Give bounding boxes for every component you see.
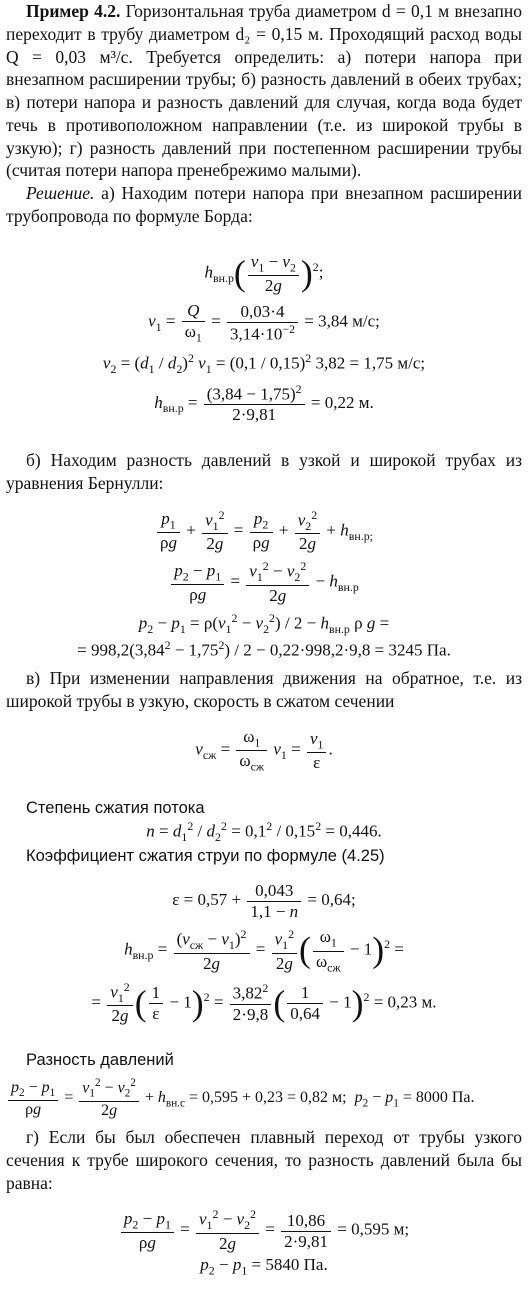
solution-part-d: г) Если бы был обеспечен плавный переход от трубы узкого сечения к трубе широкого сечения, то разность давлений была бы равна: — [6, 1127, 522, 1193]
contraction-label: Степень сжатия потока — [26, 799, 205, 817]
formula-h2-numeric: = $\frac{v_1^2}{2g}$ ( $\frac{1}{\varepsilon}$ − 1)$^2$ = $\frac{3,82^2}{2\cdot 9,8}$ ( $\frac{1}{0,64}$ − 1)$^2$ = 0,23 м. — [91, 979, 437, 1026]
v2-value: 1,75 м/с; — [363, 353, 426, 373]
formula-n: $n = d_1^2 / d_2^2 = 0,1^2 / 0,15^2 = 0,446$. — [146, 819, 382, 845]
formula-h2: $h_{вн.р}$ = $\frac{(v_{сж} - v_1)^2}{2g}$ = $\frac{v_1^2}{2g}$ ( $\frac{\omega_1}{\omega_{сж}}$ − 1)$^2$ = — [124, 927, 404, 974]
dp-result: 3245 Па. — [388, 640, 451, 660]
dp3-head: 0,595 м; — [351, 1219, 410, 1239]
problem-text: Горизонтальная труба диаметром d = 0,1 м внезапно переходит в трубу диаметром d₂ = 0,15 м. Проходящий расход воды Q = 0,03 м³/с. Требуется определить: а) потери напора при внезапном расширении трубы; б) разность давлений в обеих трубах; в) потери напора и разность давлений для случая, когда вода будет течь в противоположном направлении (т.е. из широкой трубы в узкую); г) разность давлений при постепенном расширении трубы (считая потери напора пренебрежимо малыми). — [6, 1, 522, 181]
formula-bernoulli: $\frac{p_1}{\rho g}$ + $\frac{v_1^2}{2g}$ = $\frac{p_2}{\rho g}$ + $\frac{v_2^2}{2g}$ + $h_{вн.р;}$ — [6, 509, 522, 554]
h-value: 0,22 м. — [324, 393, 374, 413]
h2-value: 0,23 м. — [387, 992, 437, 1012]
formula-dp-head: $\frac{p_2 - p_1}{\rho g}$ = $\frac{v_1^2 - v_2^2}{2g}$ − $h_{вн.р}$ — [6, 560, 522, 605]
pressure-diff-label: Разность давлений — [26, 1050, 174, 1069]
solution-label: Решение. — [26, 183, 95, 203]
formula-dp: $p_2 - p_1 = \rho(v_1^2 - v_2^2) / 2 - h_{вн.р}$ ρ g = — [138, 611, 390, 637]
solution-part-b: б) Находим разность давлений в узкой и широкой трубах из уравнения Бернулли: — [6, 450, 522, 493]
formula-dp3: $\frac{p_2 - p_1}{\rho g}$ = $\frac{v_1^2 - v_2^2}{2g}$ = $\frac{10,86}{2\cdot 9,81}$ = 0,595 м; — [6, 1208, 522, 1253]
part-a-text: а) Находим потери напора при внезапном расширении трубопровода по формуле Борда: — [6, 183, 522, 226]
formula-v1: $v_1$ = $\frac{Q}{\omega_1}$ = $\frac{0,03\cdot 4}{3,14\cdot 10^{-2}}$ = 3,84 м/с; — [148, 301, 380, 345]
coeff-label: Коэффициент сжатия струи по формуле (4.25) — [26, 846, 385, 865]
problem-statement — [6, 0, 522, 182]
formula-dp2: $\frac{p_2 - p_1}{\rho g}$ = $\frac{v_1^2 - v_2^2}{2g}$ + $h_{вн.с} = 0,595 + 0,23 = 0,82$ м; $p_2 - p_1 = 8000$ Па. — [6, 1077, 522, 1120]
solution-part-c: в) При изменении направления движения на обратное, т.е. из широкой трубы в узкую, скорость в сжатом сечении — [6, 668, 522, 712]
formula-dp-numeric: = $998,2(3,84^2 - 1,75^2) / 2 - 0,22\cdot 998,2\cdot 9,8 = 3245$ Па. — [77, 637, 451, 660]
solution-part-a — [6, 182, 522, 228]
formula-vcontracted: $v_{сж}$ = $\frac{\omega_1}{\omega_{сж}}$ $v_1$ = $\frac{v_1}{\varepsilon}$ . — [195, 726, 333, 774]
v1-value: 3,84 м/с; — [318, 311, 380, 331]
dp2-head: 0,82 м; — [300, 1089, 347, 1107]
formula-h: $h_{вн.р}$ = $\frac{(3,84 - 1,75)^2}{2\cdot 9,81}$ = 0,22 м. — [154, 382, 374, 425]
formula-dp3-pa: $p_2 - p_1 = 5840$ Па. — [200, 1254, 328, 1278]
n-value: 0,446. — [339, 822, 382, 842]
formula-epsilon: ε = 0,57 + $\frac{0,043}{1,1 - n}$ = 0,64; — [172, 881, 356, 921]
dp3-pa: 5840 Па. — [265, 1254, 328, 1274]
problem-number: Пример 4.2. — [26, 1, 121, 21]
formula-borda: $h_{вн.р}$( $\frac{v_1 - v_2}{2g}$ )$^2$; — [204, 251, 324, 295]
eps-value: 0,64; — [321, 890, 356, 910]
formula-v2: $v_2 = (d_1 / d_2)^2$ $v_1 = (0,1 / 0,15)^2$ 3,82 = 1,75 м/с; — [102, 350, 426, 376]
dp2-pa: 8000 Па. — [415, 1089, 475, 1107]
